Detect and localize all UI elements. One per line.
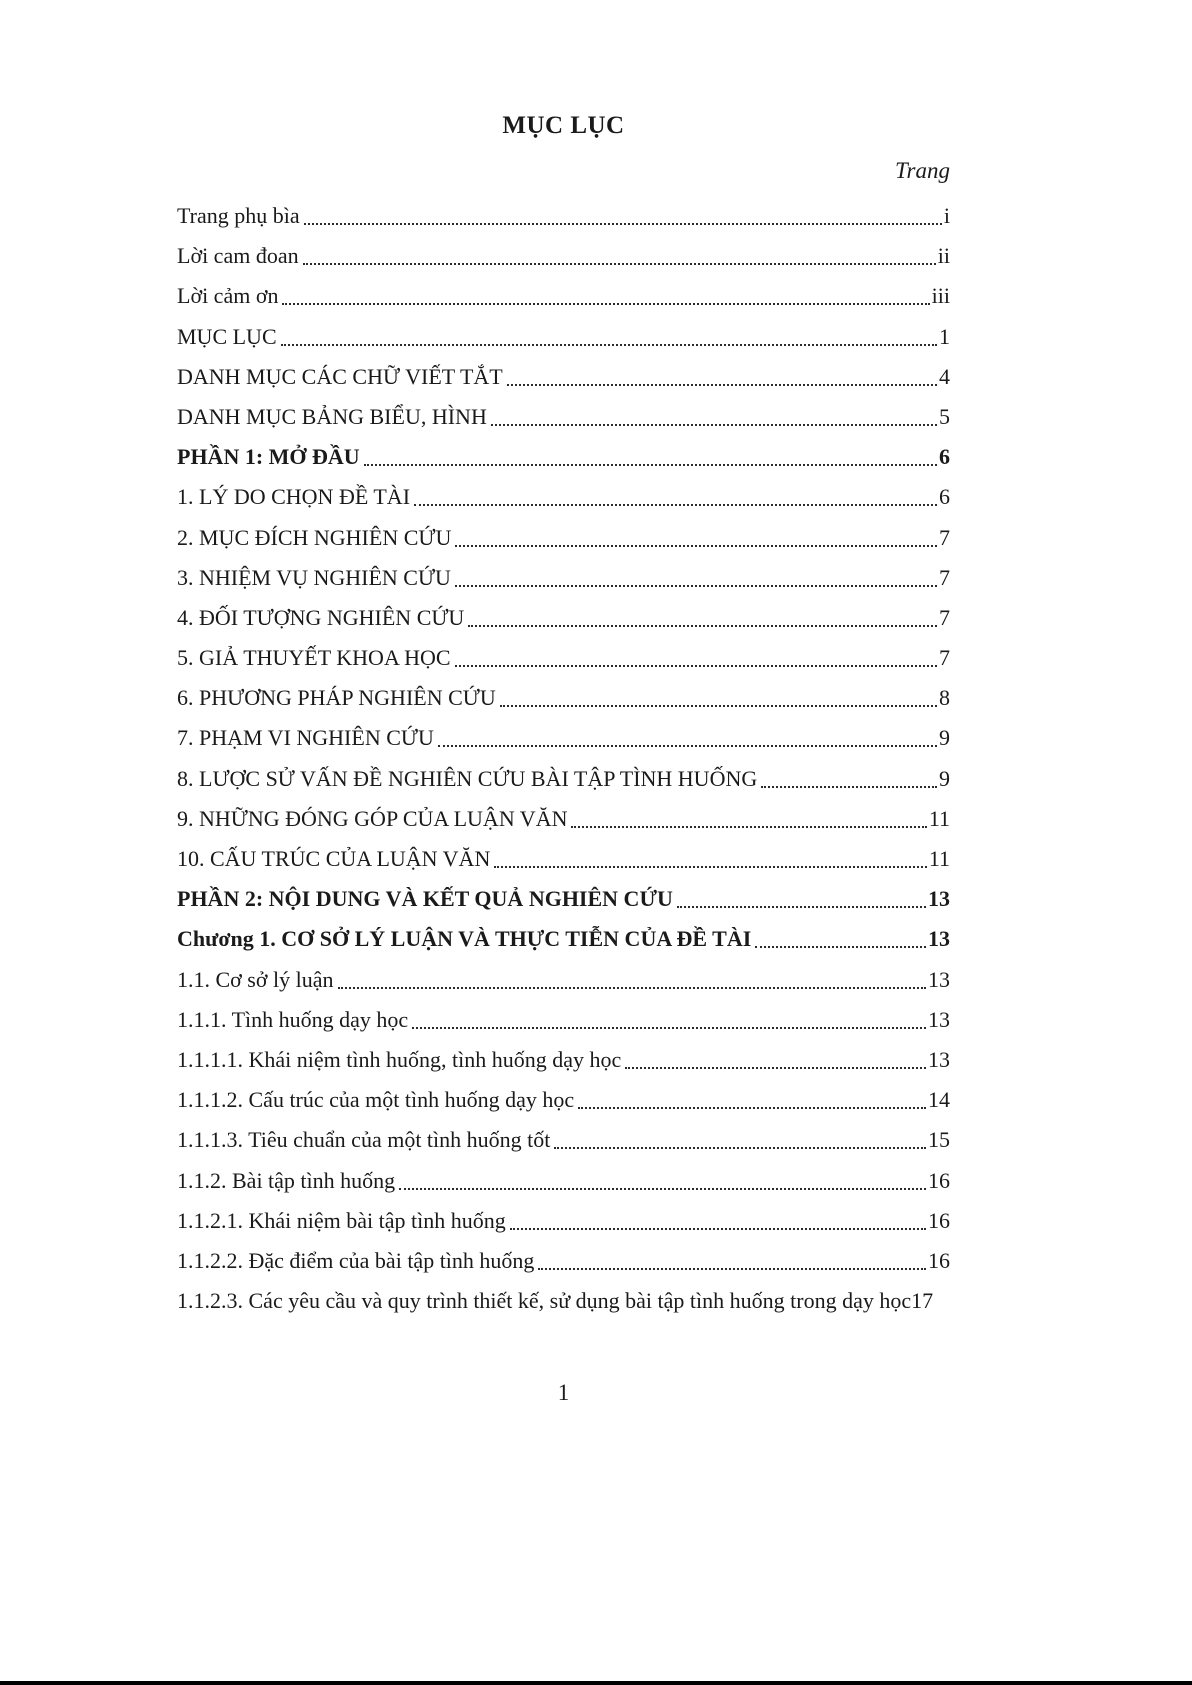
toc-entry-label: 1.1.1. Tình huống dạy học — [177, 1006, 409, 1032]
toc-entry-label: 7. PHẠM VI NGHIÊN CỨU — [177, 725, 434, 751]
page-column-header: Trang — [895, 158, 950, 183]
toc-entry — [177, 1000, 950, 1040]
toc-entry — [177, 397, 950, 437]
toc-entry — [177, 317, 950, 357]
toc-dot-leader — [755, 919, 926, 948]
toc-entry-label: PHẦN 1: MỞ ĐẦU — [177, 444, 360, 470]
toc-entry-page-number: 13 — [928, 1006, 950, 1032]
toc-dot-leader — [303, 236, 936, 265]
toc-dot-leader — [507, 357, 937, 386]
toc-entry-page-number: 11 — [928, 846, 950, 871]
toc-entry-label: 3. NHIỆM VỤ NGHIÊN CỨU — [177, 564, 451, 590]
toc-dot-leader — [578, 1080, 926, 1109]
toc-dot-leader — [571, 799, 926, 828]
toc-entry — [177, 759, 950, 799]
toc-dot-leader — [455, 518, 937, 547]
toc-dot-leader — [538, 1241, 926, 1270]
toc-entry-label: 5. GIẢ THUYẾT KHOA HỌC — [177, 645, 451, 671]
toc-entry-label: 1.1.1.3. Tiêu chuẩn của một tình huống tốt — [177, 1127, 551, 1153]
toc-entry — [177, 1040, 950, 1080]
toc-entry-page-number: 6 — [939, 444, 950, 470]
toc-entry-label: DANH MỤC BẢNG BIỂU, HÌNH — [177, 403, 487, 429]
toc-entry — [177, 518, 950, 558]
toc-entry-label: 1.1.2.1. Khái niệm bài tập tình huống — [177, 1207, 506, 1233]
toc-dot-leader — [438, 718, 937, 747]
toc-dot-leader — [338, 960, 927, 989]
toc-entry-page-number: 13 — [928, 966, 950, 992]
toc-entry-label: Lời cảm ơn — [177, 283, 279, 309]
toc-entry — [177, 357, 950, 397]
toc-dot-leader — [412, 1000, 926, 1029]
toc-entry-label: 10. CẤU TRÚC CỦA LUẬN VĂN — [177, 846, 491, 871]
toc-entry-label: Trang phụ bìa — [177, 203, 300, 228]
toc-entry-page-number: 7 — [939, 645, 950, 671]
toc-entry-page-number: 11 — [928, 805, 950, 831]
toc-entry — [177, 1281, 950, 1321]
toc-entry-page-number: 8 — [939, 685, 950, 711]
toc-entry-label: 2. MỤC ĐÍCH NGHIÊN CỨU — [177, 524, 452, 550]
toc-entry-page-number: ii — [937, 243, 950, 269]
toc-entry — [177, 477, 950, 517]
toc-entry-page-number: i — [943, 203, 950, 228]
toc-dot-leader — [414, 477, 937, 506]
toc-entry — [177, 437, 950, 477]
toc-entry-page-number: 16 — [928, 1207, 950, 1233]
toc-entry — [177, 1241, 950, 1281]
toc-entry-page-number: 16 — [928, 1167, 950, 1193]
toc-entry-label: 9. NHỮNG ĐÓNG GÓP CỦA LUẬN VĂN — [177, 805, 568, 831]
toc-entry-page-number: 15 — [928, 1127, 950, 1153]
toc-dot-leader — [364, 437, 937, 466]
toc-entry — [177, 276, 950, 316]
toc-dot-leader — [282, 276, 929, 305]
toc-entry — [177, 1161, 950, 1201]
toc-entry-label: 1.1.1.2. Cấu trúc của một tình huống dạy học — [177, 1087, 575, 1113]
toc-dot-leader — [468, 598, 937, 627]
toc-list — [177, 196, 950, 1321]
toc-dot-leader — [455, 558, 937, 587]
toc-entry-page-number: 13 — [928, 1046, 950, 1072]
toc-entry — [177, 718, 950, 758]
toc-entry-label: DANH MỤC CÁC CHỮ VIẾT TẮT — [177, 363, 503, 389]
toc-entry — [177, 196, 950, 236]
toc-dot-leader — [494, 839, 926, 868]
toc-entry-label: PHẦN 2: NỘI DUNG VÀ KẾT QUẢ NGHIÊN CỨU — [177, 886, 673, 912]
toc-entry-page-number: 14 — [928, 1087, 950, 1113]
toc-entry — [177, 558, 950, 598]
toc-dot-leader — [761, 759, 937, 788]
toc-entry-page-number: 4 — [939, 363, 950, 389]
page-title: MỤC LỤC — [502, 112, 625, 139]
toc-entry-label: 1.1.2.3. Các yêu cầu và quy trình thiết kế, sử dụng bài tập tình huống trong dạy học — [177, 1288, 912, 1314]
toc-entry — [177, 879, 950, 919]
toc-entry-page-number: 1 — [939, 323, 950, 349]
toc-entry-page-number: iii — [931, 283, 950, 309]
toc-entry-page-number: 17 — [911, 1288, 934, 1314]
toc-dot-leader — [455, 638, 937, 667]
toc-entry-label: 4. ĐỐI TƯỢNG NGHIÊN CỨU — [177, 604, 465, 630]
toc-entry-page-number: 9 — [939, 725, 950, 751]
toc-dot-leader — [554, 1120, 926, 1149]
toc-entry-label: 1.1.2.2. Đặc điểm của bài tập tình huống — [177, 1247, 535, 1273]
toc-entry-page-number: 7 — [939, 524, 950, 550]
toc-entry-label: MỤC LỤC — [177, 323, 277, 349]
toc-entry-page-number: 13 — [928, 886, 950, 912]
toc-entry-page-number: 5 — [939, 403, 950, 429]
toc-entry — [177, 919, 950, 959]
toc-dot-leader — [625, 1040, 926, 1069]
toc-entry — [177, 799, 950, 839]
toc-entry-label: 1.1.2. Bài tập tình huống — [177, 1167, 396, 1193]
toc-entry-label: 1.1. Cơ sở lý luận — [177, 966, 334, 992]
toc-entry-label: 1. LÝ DO CHỌN ĐỀ TÀI — [177, 484, 411, 510]
toc-dot-leader — [304, 196, 942, 225]
toc-entry — [177, 960, 950, 1000]
toc-entry — [177, 598, 950, 638]
toc-dot-leader — [281, 317, 937, 346]
toc-entry — [177, 678, 950, 718]
toc-entry-page-number: 13 — [928, 926, 950, 952]
toc-entry-label: 8. LƯỢC SỬ VẤN ĐỀ NGHIÊN CỨU BÀI TẬP TÌNH HUỐNG — [177, 765, 758, 791]
toc-entry — [177, 1080, 950, 1120]
toc-entry-label: Chương 1. CƠ SỞ LÝ LUẬN VÀ THỰC TIỄN CỦA ĐỀ TÀI — [177, 926, 752, 952]
toc-dot-leader — [500, 678, 937, 707]
toc-entry — [177, 1201, 950, 1241]
toc-entry — [177, 839, 950, 879]
toc-entry — [177, 236, 950, 276]
toc-entry-page-number: 9 — [939, 765, 950, 791]
toc-entry-page-number: 7 — [939, 604, 950, 630]
toc-entry-label: Lời cam đoan — [177, 243, 299, 269]
toc-dot-leader — [510, 1201, 926, 1230]
footer-page-number: 1 — [557, 1380, 570, 1405]
toc-entry-page-number: 7 — [939, 564, 950, 590]
scan-edge-bottom — [0, 1681, 1192, 1685]
toc-entry — [177, 1120, 950, 1160]
toc-dot-leader — [677, 879, 926, 908]
toc-entry-page-number: 16 — [928, 1247, 950, 1273]
toc-dot-leader — [399, 1161, 926, 1190]
toc-entry — [177, 638, 950, 678]
toc-entry-label: 1.1.1.1. Khái niệm tình huống, tình huống dạy học — [177, 1046, 622, 1072]
toc-dot-leader — [491, 397, 937, 426]
toc-entry-page-number: 6 — [939, 484, 950, 510]
toc-entry-label: 6. PHƯƠNG PHÁP NGHIÊN CỨU — [177, 685, 496, 711]
